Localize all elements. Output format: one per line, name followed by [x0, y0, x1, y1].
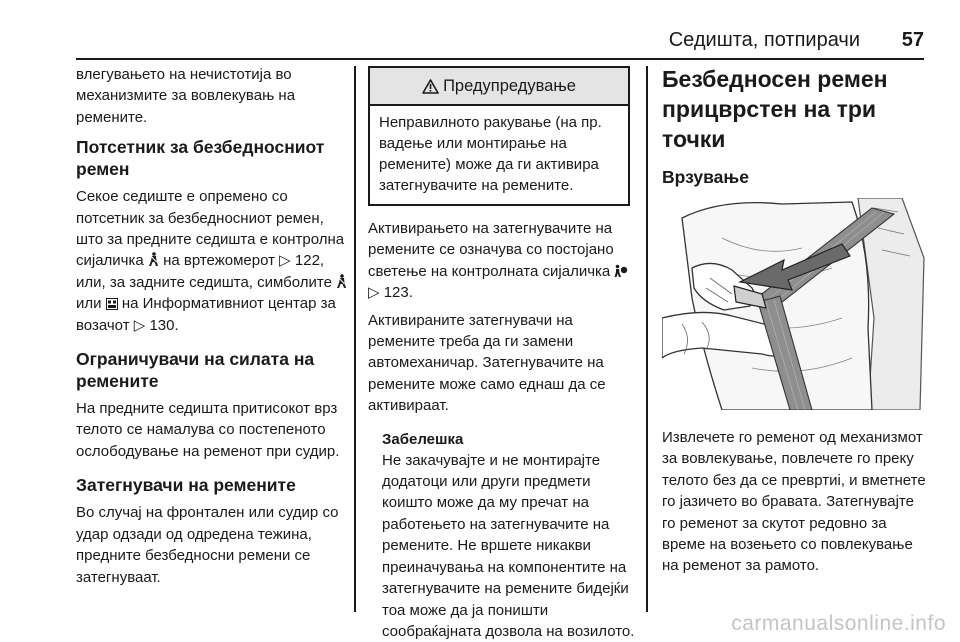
- note-block: [368, 429, 636, 642]
- heading-force-limiters: Ограничувачи на силата на ремените: [76, 349, 315, 392]
- paragraph-activation: [368, 218, 636, 304]
- watermark: carmanualsonline.info: [731, 612, 946, 635]
- heading-belt-reminder: Потсетник за безбедносниот ремен: [76, 137, 325, 180]
- column-divider-right: [646, 66, 648, 612]
- subheading-fastening: Врзување: [662, 167, 749, 187]
- airbag-belt-tensioner-icon: [614, 264, 628, 278]
- seat-belt-reminder-icon: [336, 274, 347, 289]
- warning-header: [370, 68, 628, 106]
- warning-title: Предупредување: [443, 76, 576, 95]
- section-title: Безбедносен ремен прицврстен на три точки: [662, 66, 888, 152]
- header-title: Седишта, потпирачи: [668, 29, 860, 51]
- seat-belt-reminder-icon: [148, 252, 159, 267]
- belt-reminder-text-b: на вртежомерот: [163, 252, 275, 270]
- page-number: 57: [901, 29, 924, 51]
- intro-paragraph: влегувањето на нечистотија во механизмите за вовлекувањ на ремените.: [76, 66, 296, 126]
- page-ref-130[interactable]: 130: [149, 316, 175, 334]
- header-rule: [76, 58, 924, 60]
- paragraph-force-limiters: На предните седишта притисокот врз телото се намалува со постепеното ослободување на ременот при судир.: [76, 400, 340, 460]
- belt-reminder-text-a: Секое седиште е опремено со потсетник за безбедносниот ремен, што за предните седишта е контролна сијаличка: [76, 188, 345, 270]
- note-text: Не закачувајте и не монтирајте додатоци или други предмети коишто може да му пречат на работењето на затегнувачите на ремените. Не вршете никакви преиначувања на компонентите на затегнувачите на ремените бидејќи тоа може да ја поништи сообраќајната дозвола на возилото.: [382, 451, 635, 640]
- belt-reminder-text-c: , или, за задните седишта, симболите: [76, 252, 332, 291]
- column-divider-left: [354, 66, 356, 612]
- page-ref-122[interactable]: 122: [294, 252, 320, 270]
- paragraph-pretensioners: Во случај на фронтален или судир со удар одзади од одредена тежина, предните безбедносни ремени се затегнуваат.: [76, 504, 339, 586]
- note-title: Забелешка: [382, 430, 464, 448]
- belt-reminder-text-e: на Информативниот центар за возачот: [76, 295, 336, 334]
- page-header: [76, 28, 924, 60]
- reference-arrow-icon: ▷: [279, 251, 291, 270]
- heading-pretensioners: Затегнувачи на ремените: [76, 475, 296, 496]
- rear-seat-occupancy-icon: [106, 298, 118, 310]
- belt-reminder-text-d: или: [76, 295, 102, 313]
- paragraph-belt-reminder: [76, 186, 350, 336]
- activation-end: .: [408, 284, 413, 302]
- warning-triangle-icon: [422, 79, 439, 94]
- column-left: [76, 64, 350, 588]
- warning-box: [368, 66, 630, 206]
- warning-text: Неправилното ракување (на пр. вадење или монтирање на ремените) може да ги активира затегнувачите на ремените.: [379, 114, 602, 194]
- column-middle: [368, 64, 636, 642]
- paragraph-replacement: Активираните затегнувачи на ремените треба да ги замени автомеханичар. Затегнувачите на ремените може само еднаш да се активираат.: [368, 311, 606, 415]
- seat-belt-fastening-illustration: [662, 198, 926, 410]
- reference-arrow-icon: ▷: [368, 283, 380, 302]
- paragraph-fastening: Извлечете го ременот од механизмот за вовлекување, повлечете го преку телото без да се превртиi, и вметнете го јазичето во бравата. Затегнувајте го ременот за скутот редовно за време на возењето со повлекување на ременот за рамото.: [662, 429, 926, 575]
- reference-arrow-icon: ▷: [133, 315, 146, 334]
- column-right: [662, 64, 926, 577]
- belt-reminder-end: .: [174, 316, 179, 334]
- page-ref-123[interactable]: 123: [383, 284, 409, 302]
- activation-text: Активирањето на затегнувачите на ремените се означува со постојано светење на контролната сијаличка: [368, 220, 614, 280]
